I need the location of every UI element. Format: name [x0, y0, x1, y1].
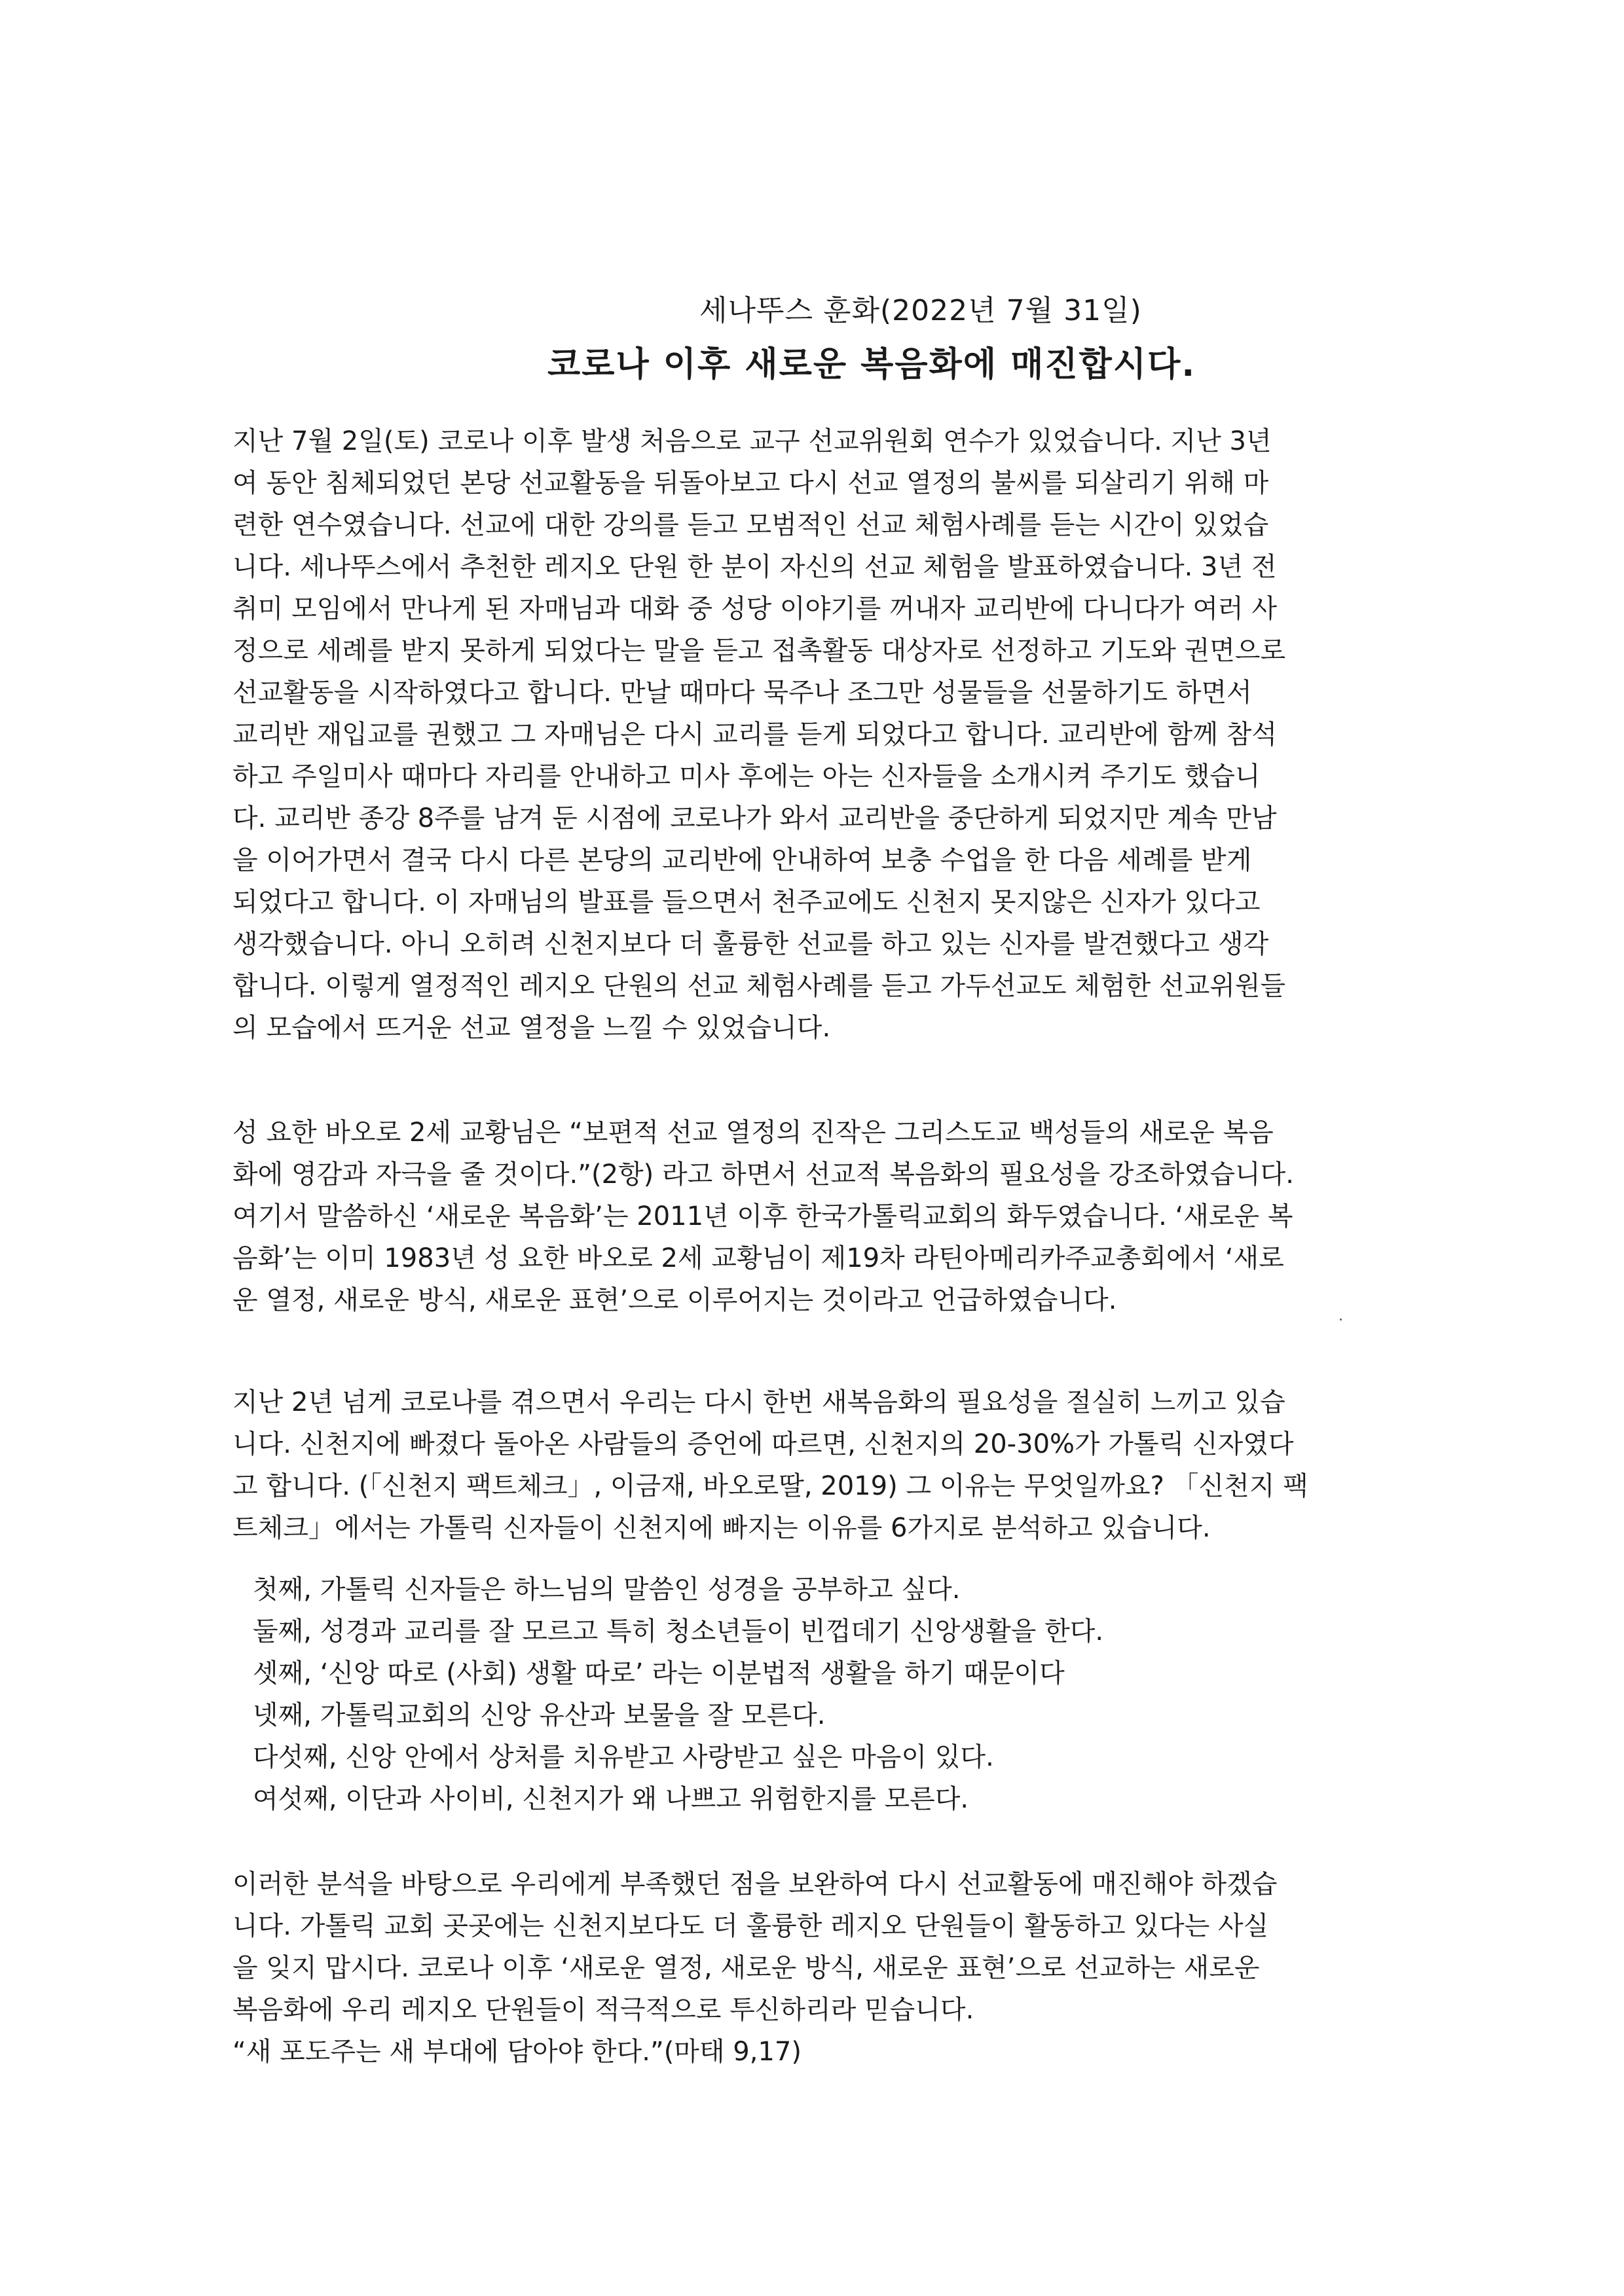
- paragraph-line: 니다. 가톨릭 교회 곳곳에는 신천지보다도 더 훌륭한 레지오 단원들이 활동하고 있다는 사실: [232, 1911, 1269, 1941]
- paragraph-2: [232, 1112, 1398, 1321]
- closing-quote: “새 포도주는 새 부대에 담아야 한다.”(마태 9,17): [232, 2037, 802, 2067]
- paragraph-line: 지난 7월 2일(토) 코로나 이후 발생 처음으로 교구 선교위원회 연수가 있었습니다. 지난 3년: [232, 426, 1272, 456]
- paragraph-line: 선교활동을 시작하였다고 합니다. 만날 때마다 묵주나 조그만 성물들을 선물하기도 하면서: [232, 678, 1252, 708]
- paragraph-line: 트체크」에서는 가톨릭 신자들이 신천지에 빠지는 이유를 6가지로 분석하고 있습니다.: [232, 1513, 1211, 1543]
- paragraph-line: 을 이어가면서 결국 다시 다른 본당의 교리반에 안내하여 보충 수업을 한 다음 세례를 받게: [232, 845, 1252, 875]
- paragraph-line: 생각했습니다. 아니 오히려 신천지보다 더 훌륭한 선교를 하고 있는 신자를 발견했다고 생각: [232, 929, 1269, 959]
- paragraph-1: [232, 420, 1398, 1049]
- paragraph-line: 지난 2년 넘게 코로나를 겪으면서 우리는 다시 한번 새복음화의 필요성을 절실히 느끼고 있습: [232, 1387, 1285, 1417]
- document-subtitle: 세나뚜스 훈화(2022년 7월 31일): [699, 294, 1142, 327]
- paragraph-line: 복음화에 우리 레지오 단원들이 적극적으로 투신하리라 믿습니다.: [232, 1995, 974, 2025]
- paragraph-line: 하고 주일미사 때마다 자리를 안내하고 미사 후에는 아는 신자들을 소개시켜 주기도 했습니: [232, 761, 1261, 792]
- list-item: 둘째, 성경과 교리를 잘 모르고 특히 청소년들이 빈껍데기 신앙생활을 한다.: [253, 1616, 1104, 1647]
- list-item: 넷째, 가톨릭교회의 신앙 유산과 보물을 잘 모른다.: [253, 1700, 826, 1730]
- paragraph-line: 되었다고 합니다. 이 자매님의 발표를 들으면서 천주교에도 신천지 못지않은 신자가 있다고: [232, 887, 1261, 917]
- list-item: 첫째, 가톨릭 신자들은 하느님의 말씀인 성경을 공부하고 싶다.: [253, 1575, 961, 1605]
- paragraph-line: 취미 모임에서 만나게 된 자매님과 대화 중 성당 이야기를 꺼내자 교리반에 다니다가 여러 사: [232, 594, 1277, 624]
- paragraph-line: 합니다. 이렇게 열정적인 레지오 단원의 선교 체험사례를 듣고 가두선교도 체험한 선교위원들: [232, 971, 1286, 1001]
- paragraph-line: 의 모습에서 뜨거운 선교 열정을 느낄 수 있었습니다.: [232, 1013, 831, 1043]
- paragraph-line: 고 합니다. (「신천지 팩트체크」, 이금재, 바오로딸, 2019) 그 이유는 무엇일까요? 「신천지 팩: [232, 1471, 1308, 1501]
- paragraph-line: 음화’는 이미 1983년 성 요한 바오로 2세 교황님이 제19차 라틴아메리카주교총회에서 ‘새로: [232, 1243, 1284, 1273]
- paragraph-line: 이러한 분석을 바탕으로 우리에게 부족했던 점을 보완하여 다시 선교활동에 매진해야 하겠습: [232, 1869, 1278, 1899]
- paragraph-3: [232, 1381, 1398, 1549]
- list-item: 다섯째, 신앙 안에서 상처를 치유받고 사랑받고 싶은 마음이 있다.: [253, 1742, 994, 1772]
- paragraph-line: 니다. 세나뚜스에서 추천한 레지오 단원 한 분이 자신의 선교 체험을 발표하였습니다. 3년 전: [232, 552, 1277, 582]
- reasons-list: [253, 1569, 1392, 1820]
- paragraph-line: 여기서 말씀하신 ‘새로운 복음화’는 2011년 이후 한국가톨릭교회의 화두였습니다. ‘새로운 복: [232, 1201, 1293, 1231]
- paragraph-line: 정으로 세례를 받지 못하게 되었다는 말을 듣고 접촉활동 대상자로 선정하고 기도와 권면으로: [232, 636, 1286, 666]
- paragraph-line: 니다. 신천지에 빠졌다 돌아온 사람들의 증언에 따르면, 신천지의 20-30%가 가톨릭 신자였다: [232, 1429, 1294, 1459]
- list-item: 셋째, ‘신앙 따로 (사회) 생활 따로’ 라는 이분법적 생활을 하기 때문이다: [253, 1658, 1065, 1688]
- document-title: 코로나 이후 새로운 복음화에 매진합시다.: [547, 345, 1196, 384]
- paragraph-line: 련한 연수였습니다. 선교에 대한 강의를 듣고 모범적인 선교 체험사례를 듣는 시간이 있었습: [232, 510, 1269, 540]
- paragraph-4: [232, 1863, 1398, 2073]
- paragraph-line: 성 요한 바오로 2세 교황님은 “보편적 선교 열정의 진작은 그리스도교 백성들의 새로운 복음: [232, 1118, 1274, 1148]
- paragraph-line: 교리반 재입교를 권했고 그 자매님은 다시 교리를 듣게 되었다고 합니다. 교리반에 함께 참석: [232, 720, 1277, 750]
- paragraph-line: 을 잊지 맙시다. 코로나 이후 ‘새로운 열정, 새로운 방식, 새로운 표현’으로 선교하는 새로운: [232, 1953, 1260, 1983]
- paragraph-line: 다. 교리반 종강 8주를 남겨 둔 시점에 코로나가 와서 교리반을 중단하게 되었지만 계속 만남: [232, 803, 1277, 833]
- paragraph-line: 화에 영감과 자극을 줄 것이다.”(2항) 라고 하면서 선교적 복음화의 필요성을 강조하였습니다.: [232, 1159, 1294, 1190]
- scan-speck: [1340, 1319, 1342, 1321]
- paragraph-line: 운 열정, 새로운 방식, 새로운 표현’으로 이루어지는 것이라고 언급하였습니다.: [232, 1285, 1117, 1315]
- list-item: 여섯째, 이단과 사이비, 신천지가 왜 나쁘고 위험한지를 모른다.: [253, 1784, 969, 1814]
- paragraph-line: 여 동안 침체되었던 본당 선교활동을 뒤돌아보고 다시 선교 열정의 불씨를 되살리기 위해 마: [232, 468, 1269, 498]
